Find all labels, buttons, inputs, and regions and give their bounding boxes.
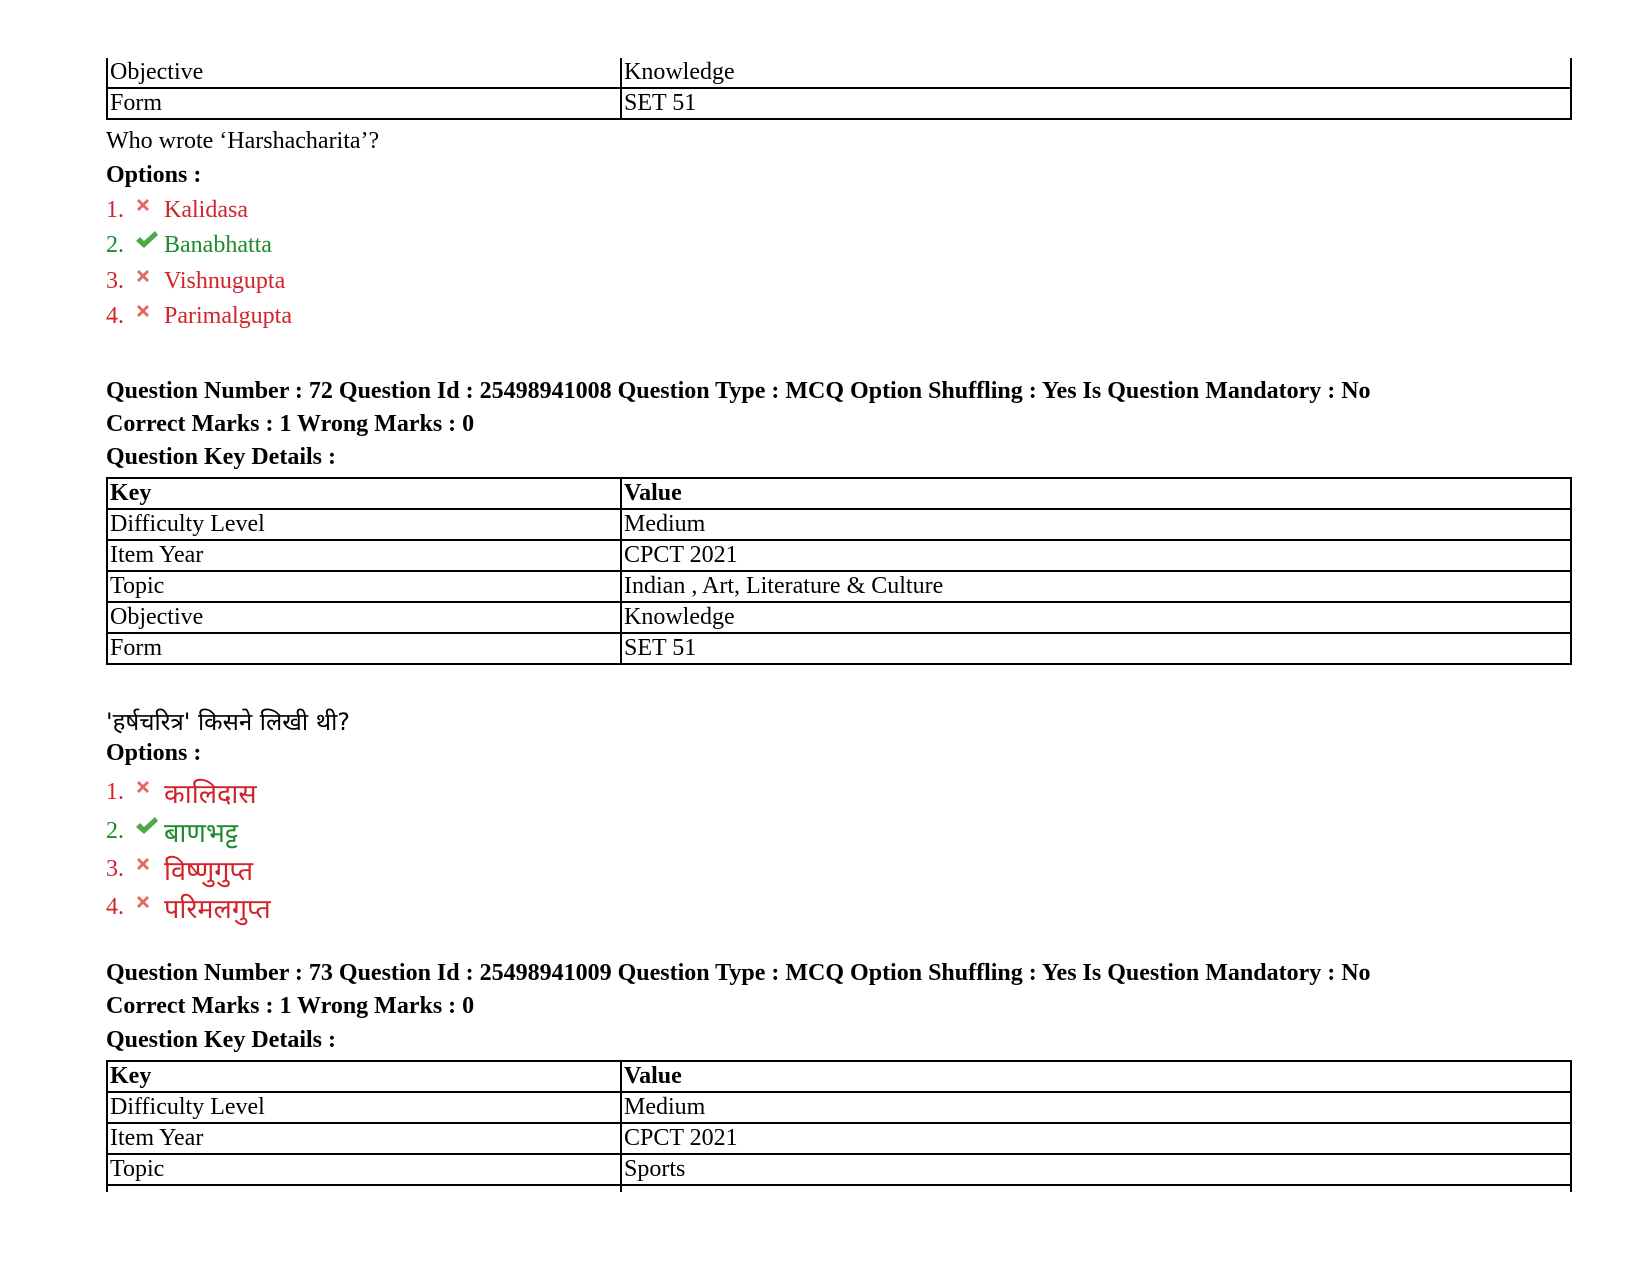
table-header-key: Key (107, 478, 621, 509)
q72-option-2 (106, 813, 238, 850)
option-number: 1. (106, 197, 124, 223)
table-header-row (107, 478, 1571, 509)
table-row (107, 602, 1571, 633)
q72-key-details-label: Question Key Details : (106, 444, 336, 470)
table-cell-key: Difficulty Level (107, 1092, 621, 1123)
checkmark-icon (134, 815, 164, 837)
cross-icon (134, 267, 164, 285)
table-cell-value: Sports (621, 1154, 1571, 1185)
table-header-value: Value (621, 1061, 1571, 1092)
table-row (107, 1154, 1571, 1185)
cross-icon (134, 302, 164, 320)
checkmark-icon (134, 229, 164, 251)
option-number: 1. (106, 779, 124, 805)
option-number: 4. (106, 303, 124, 329)
option-text: परिमलगुप्त (164, 894, 271, 925)
table-cell-value: CPCT 2021 (621, 540, 1571, 571)
table-cell-key: Item Year (107, 540, 621, 571)
table-cell-value: Indian , Art, Literature & Culture (621, 571, 1571, 602)
table-cell-value: Knowledge (621, 58, 1571, 88)
table-row (107, 633, 1571, 664)
table-cell-key: Topic (107, 571, 621, 602)
q72-key-details-table (106, 477, 1572, 665)
table-row-partial (107, 1185, 1571, 1192)
q71-options-label: Options : (106, 162, 202, 188)
table-cell-value: CPCT 2021 (621, 1123, 1571, 1154)
option-text: Parimalgupta (164, 303, 292, 329)
table-header-key: Key (107, 1061, 621, 1092)
table-cell-value: SET 51 (621, 633, 1571, 664)
option-text: Vishnugupta (164, 268, 286, 294)
q71-option-1 (106, 197, 248, 224)
table-row (107, 88, 1571, 119)
q73-key-details-label: Question Key Details : (106, 1027, 336, 1053)
table-cell-key: Difficulty Level (107, 509, 621, 540)
table-header-value: Value (621, 478, 1571, 509)
q71-key-details-table (106, 58, 1572, 120)
table-cell-value: Medium (621, 509, 1571, 540)
option-number: 3. (106, 268, 124, 294)
q71-option-2 (106, 232, 272, 259)
cross-icon (134, 893, 164, 911)
table-cell-key: Objective (107, 602, 621, 633)
table-cell-value: Medium (621, 1092, 1571, 1123)
table-cell-key: Item Year (107, 1123, 621, 1154)
table-cell-key (107, 1185, 621, 1192)
option-text: कालिदास (164, 779, 257, 810)
table-row (107, 58, 1571, 88)
q72-option-4 (106, 889, 271, 926)
q71-question-text: Who wrote ‘Harshacharita’? (106, 128, 380, 154)
option-number: 2. (106, 232, 124, 258)
q72-marks-line: Correct Marks : 1 Wrong Marks : 0 (106, 411, 475, 437)
option-number: 2. (106, 818, 124, 844)
table-row (107, 571, 1571, 602)
q72-options-label: Options : (106, 740, 202, 766)
q71-option-4 (106, 303, 292, 330)
cross-icon (134, 855, 164, 873)
cross-icon (134, 778, 164, 796)
table-cell-value: Knowledge (621, 602, 1571, 633)
cross-icon (134, 196, 164, 214)
q72-option-3 (106, 851, 253, 888)
table-row (107, 1092, 1571, 1123)
table-cell-key: Form (107, 88, 621, 119)
q73-header-line: Question Number : 73 Question Id : 25498941009 Question Type : MCQ Option Shuffling : Yes Is Question Mandatory : No (106, 960, 1371, 986)
q73-marks-line: Correct Marks : 1 Wrong Marks : 0 (106, 993, 475, 1019)
table-header-row (107, 1061, 1571, 1092)
table-cell-key: Objective (107, 58, 621, 88)
option-text: विष्णुगुप्त (164, 856, 254, 887)
table-cell-key: Form (107, 633, 621, 664)
option-text: Banabhatta (164, 232, 272, 258)
option-text: Kalidasa (164, 197, 248, 223)
option-number: 3. (106, 856, 124, 882)
q72-question-text: 'हर्षचरित्र' किसने लिखी थी? (106, 708, 351, 736)
table-cell-value: SET 51 (621, 88, 1571, 119)
option-number: 4. (106, 894, 124, 920)
q72-header-line: Question Number : 72 Question Id : 25498941008 Question Type : MCQ Option Shuffling : Yes Is Question Mandatory : No (106, 378, 1371, 404)
table-row (107, 540, 1571, 571)
q73-key-details-table (106, 1060, 1572, 1192)
table-row (107, 509, 1571, 540)
q72-option-1 (106, 774, 257, 811)
q71-option-3 (106, 268, 285, 295)
table-cell-key: Topic (107, 1154, 621, 1185)
table-cell-value (621, 1185, 1571, 1192)
table-row (107, 1123, 1571, 1154)
option-text: बाणभट्ट (164, 818, 239, 849)
